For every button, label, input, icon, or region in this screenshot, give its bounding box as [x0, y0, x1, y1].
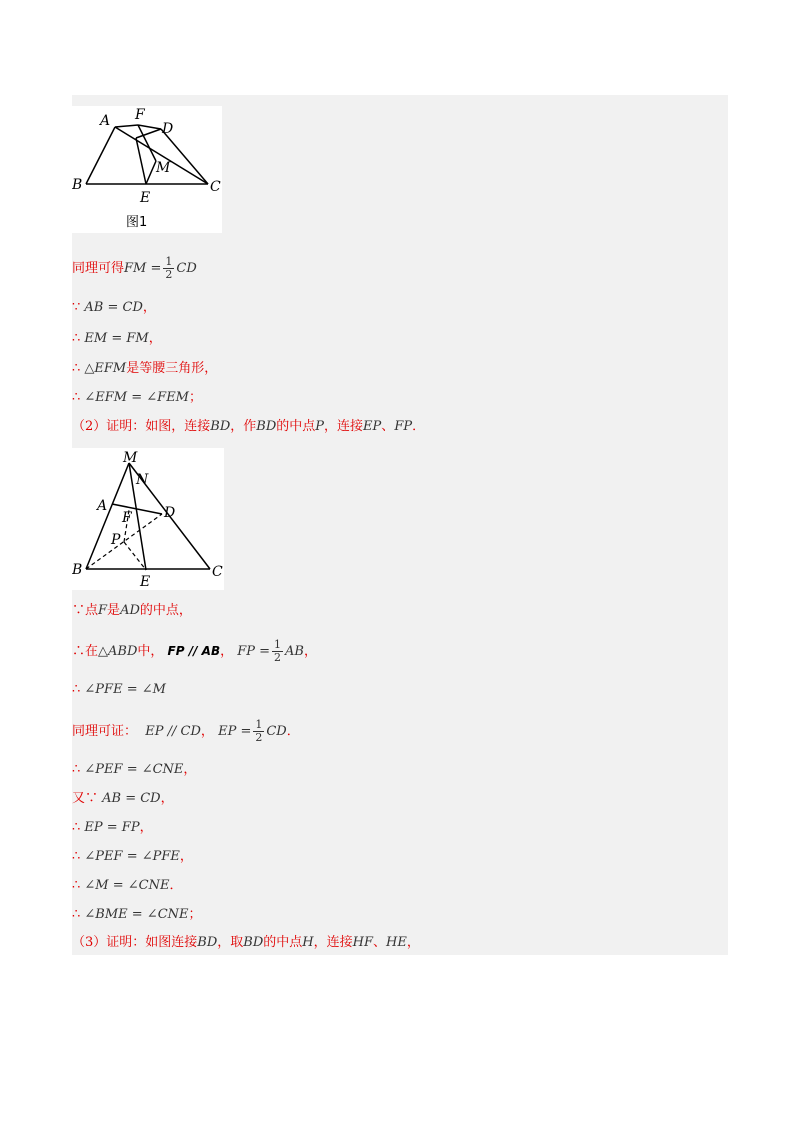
figure-1-caption: 图1 — [126, 215, 148, 230]
label-A: A — [97, 498, 108, 514]
line-17: （3）证明：如图连接BD，取BD的中点H，连接HF、HE， — [72, 935, 420, 950]
line-8: ∴在△ABD中， FP // AB， FP = $\frac{1}{2}$ AB， — [72, 638, 318, 664]
label-F: F — [135, 107, 145, 123]
line-14: ∴ ∠PEF = ∠PFE， — [72, 849, 193, 864]
figure-2 — [72, 448, 224, 590]
label-E: E — [140, 190, 151, 206]
figure-1 — [72, 106, 222, 233]
line-12: 又∵ AB = CD， — [72, 791, 174, 806]
line-11: ∴ ∠PEF = ∠CNE， — [72, 762, 197, 777]
line-1: 同理可得FM = $\frac{1}{2}$ CD — [72, 255, 197, 281]
label-M: M — [156, 160, 171, 176]
line-5: ∴ ∠EFM = ∠FEM； — [72, 390, 203, 405]
line-15: ∴ ∠M = ∠CNE． — [72, 878, 183, 893]
line-2: ∵ AB = CD， — [72, 300, 156, 315]
label-D: D — [162, 121, 174, 137]
line-10: 同理可证： EP // CD， EP = $\frac{1}{2}$ CD． — [72, 718, 300, 744]
label-M: M — [123, 450, 138, 466]
line-9: ∴ ∠PFE = ∠M — [72, 682, 166, 697]
line-4: ∴ △EFM是等腰三角形， — [72, 361, 218, 376]
label-D: D — [164, 505, 176, 521]
label-C: C — [212, 564, 223, 580]
label-A: A — [100, 113, 111, 129]
line-16: ∴ ∠BME = ∠CNE； — [72, 907, 202, 922]
label-N: N — [136, 472, 149, 488]
line-13: ∴ EP = FP， — [72, 820, 153, 835]
solution-panel — [72, 95, 728, 955]
figure-1-diagram — [72, 106, 222, 233]
line-6: （2）证明：如图，连接BD，作BD的中点P，连接EP、FP． — [72, 419, 426, 434]
line-3: ∴ EM = FM， — [72, 331, 162, 346]
label-C: C — [210, 179, 221, 195]
label-F: F — [122, 510, 132, 526]
label-E: E — [140, 574, 151, 590]
figure-2-diagram — [72, 448, 224, 590]
label-B: B — [72, 177, 83, 193]
label-P: P — [111, 532, 121, 548]
line-7: ∵点F是AD的中点， — [72, 603, 192, 618]
label-B: B — [72, 562, 83, 578]
